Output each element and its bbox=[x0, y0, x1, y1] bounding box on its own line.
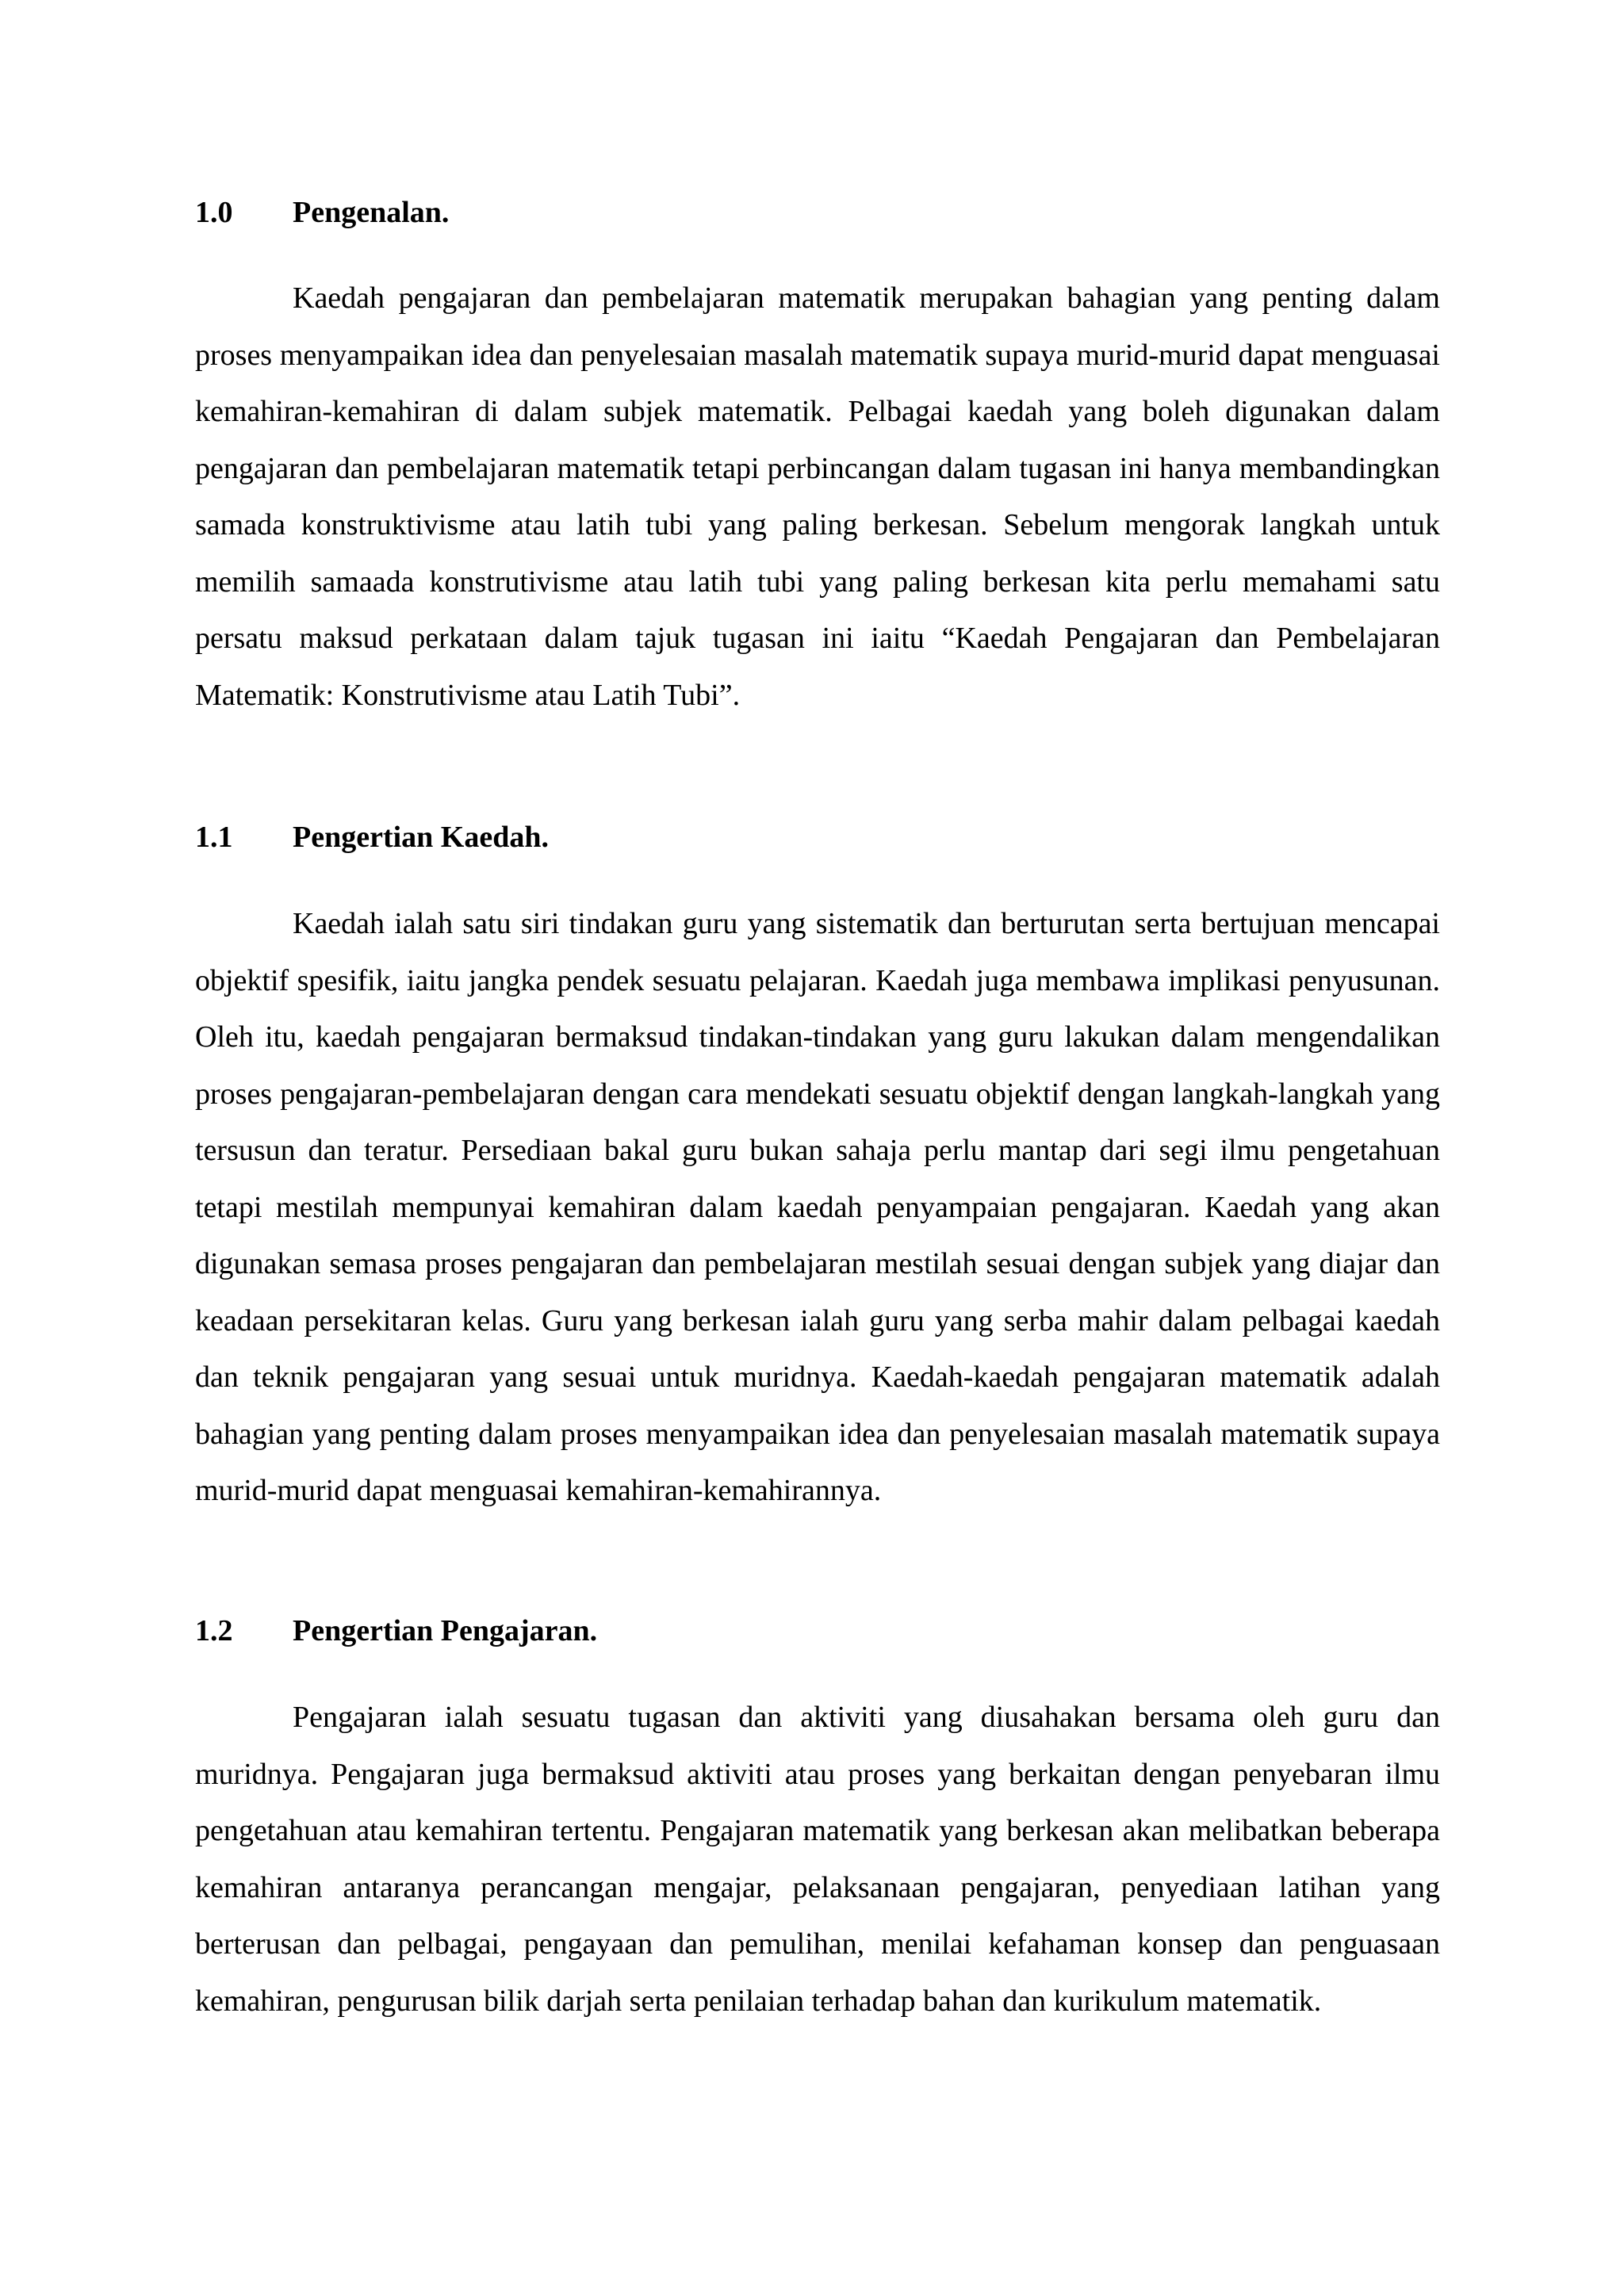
section-number: 1.2 bbox=[195, 1614, 233, 1647]
section-title: Pengertian Kaedah. bbox=[293, 821, 549, 854]
section-title: Pengenalan. bbox=[293, 196, 450, 229]
section-heading-1-1 bbox=[195, 819, 549, 855]
section-heading-1-0 bbox=[195, 194, 449, 231]
section-paragraph-1-2: Pengajaran ialah sesuatu tugasan dan aktiviti yang diusahakan bersama oleh guru dan muridnya. Pengajaran juga bermaksud aktiviti atau proses yang berkaitan dengan penyebaran ilmu pengetahuan atau kemahiran tertentu. Pengajaran matematik yang berkesan akan melibatkan beberapa kemahiran antaranya perancangan mengajar, pelaksanaan pengajaran, penyediaan latihan yang berterusan dan pelbagai, pengayaan dan pemulihan, menilai kefahaman konsep dan penguasaan kemahiran, pengurusan bilik darjah serta penilaian terhadap bahan dan kurikulum matematik. bbox=[195, 1701, 1440, 2018]
section-heading-1-2 bbox=[195, 1613, 597, 1649]
section-title: Pengertian Pengajaran. bbox=[293, 1614, 598, 1647]
section-paragraph-1-1: Kaedah ialah satu siri tindakan guru yang sistematik dan berturutan serta bertujuan mencapai objektif spesifik, iaitu jangka pendek sesuatu pelajaran. Kaedah juga membawa implikasi penyusunan. Oleh itu, kaedah pengajaran bermaksud tindakan-tindakan yang guru lakukan dalam mengendalikan proses pengajaran-pembelajaran dengan cara mendekati sesuatu objektif dengan langkah-langkah yang tersusun dan teratur. Persediaan bakal guru bukan sahaja perlu mantap dari segi ilmu pengetahuan tetapi mestilah mempunyai kemahiran dalam kaedah penyampaian pengajaran. Kaedah yang akan digunakan semasa proses pengajaran dan pembelajaran mestilah sesuai dengan subjek yang diajar dan keadaan persekitaran kelas. Guru yang berkesan ialah guru yang serba mahir dalam pelbagai kaedah dan teknik pengajaran yang sesuai untuk muridnya. Kaedah-kaedah pengajaran matematik adalah bahagian yang penting dalam proses menyampaikan idea dan penyelesaian masalah matematik supaya murid-murid dapat menguasai kemahiran-kemahirannya. bbox=[195, 907, 1440, 1507]
section-paragraph-1-0: Kaedah pengajaran dan pembelajaran matematik merupakan bahagian yang penting dalam proses menyampaikan idea dan penyelesaian masalah matematik supaya murid-murid dapat menguasai kemahiran-kemahiran di dalam subjek matematik. Pelbagai kaedah yang boleh digunakan dalam pengajaran dan pembelajaran matematik tetapi perbincangan dalam tugasan ini hanya membandingkan samada konstruktivisme atau latih tubi yang paling berkesan. Sebelum mengorak langkah untuk memilih samaada konstrutivisme atau latih tubi yang paling berkesan kita perlu memahami satu persatu maksud perkataan dalam tajuk tugasan ini iaitu “Kaedah Pengajaran dan Pembelajaran Matematik: Konstrutivisme atau Latih Tubi”. bbox=[195, 281, 1440, 712]
section-number: 1.0 bbox=[195, 196, 233, 229]
section-number: 1.1 bbox=[195, 821, 233, 854]
